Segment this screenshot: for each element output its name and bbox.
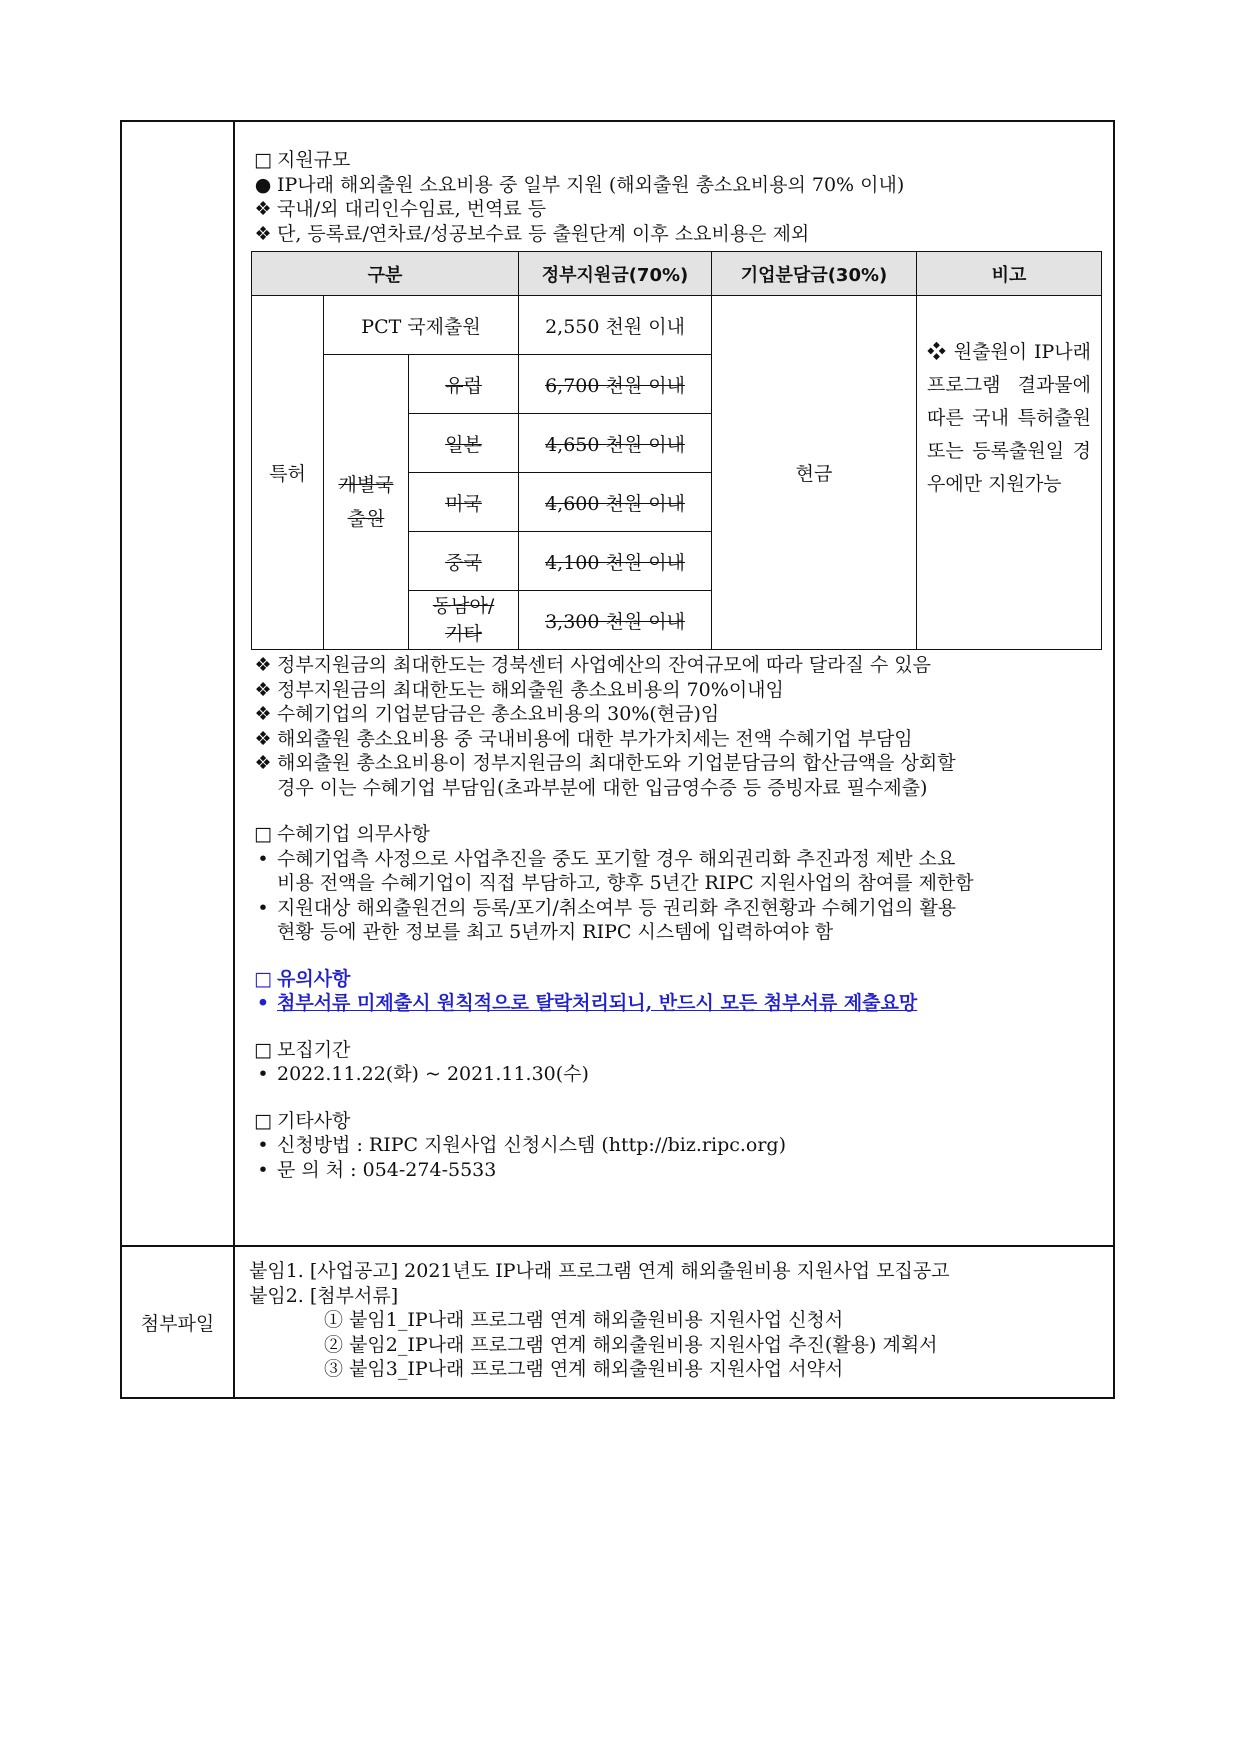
- bullet-dot-icon: •: [257, 847, 269, 870]
- country-cell: 미국: [409, 473, 519, 532]
- note-item: ❖ 정부지원금의 최대한도는 경북센터 사업예산의 잔여규모에 따라 달라질 수 있음: [249, 653, 1103, 678]
- section-header-scale: □ 지원규모: [249, 148, 1103, 173]
- individual-label-cell: 개별국 출원: [324, 355, 409, 650]
- diamond-bullet-icon: ❖: [254, 727, 272, 750]
- checkbox-square-icon: □: [254, 967, 272, 990]
- category-cell: 특허: [252, 296, 324, 650]
- attachment-line: 붙임1. [사업공고] 2021년도 IP나래 프로그램 연계 해외출원비용 지원사업 모집공고: [249, 1260, 950, 1282]
- diamond-bullet-icon: ❖: [927, 341, 954, 363]
- amount-cell: 3,300 천원 이내: [519, 591, 712, 650]
- attachment-item: ③ 붙임3_IP나래 프로그램 연계 해외출원비용 지원사업 서약서: [324, 1358, 844, 1380]
- list-item: ❖ 국내/외 대리인수임료, 번역료 등: [249, 197, 1103, 222]
- table-header-cell: 구분: [252, 252, 519, 296]
- bullet: ● IP나래 해외출원 소요비용 중 일부 지원 (해외출원 총소요비용의 70% 이내): [249, 173, 1103, 198]
- caution-bullet: • 첨부서류 미제출시 원칙적으로 탈락처리되니, 반드시 모든 첨부서류 제출요망: [249, 991, 1103, 1016]
- bullet-dot-icon: •: [256, 992, 270, 1014]
- note-item: ❖ 수혜기업의 기업분담금은 총소요비용의 30%(현금)임: [249, 702, 1103, 727]
- bullet-continued: 현황 등에 관한 정보를 최고 5년까지 RIPC 시스템에 입력하여야 함: [277, 921, 834, 943]
- bullet: • 수혜기업측 사정으로 사업추진을 중도 포기할 경우 해외권리화 추진과정 제반 소요: [249, 847, 1103, 872]
- note-item: ❖ 해외출원 총소요비용이 정부지원금의 최대한도와 기업분담금의 합산금액을 상회할: [249, 751, 1103, 776]
- bullet: • 2022.11.22(화) ~ 2021.11.30(수): [249, 1062, 1103, 1087]
- bullet-dot-icon: •: [257, 1063, 269, 1085]
- checkbox-square-icon: □: [254, 1038, 272, 1061]
- bullet-dot-icon: •: [257, 896, 269, 919]
- checkbox-square-icon: □: [254, 149, 272, 171]
- black-circle-icon: ●: [254, 173, 272, 196]
- bullet: • 신청방법 : RIPC 지원사업 신청시스템 (http://biz.ripc.org): [249, 1133, 1103, 1158]
- attachments-row: [122, 1245, 1113, 1397]
- content-row: [122, 122, 1113, 1245]
- content-cell: [235, 122, 1113, 1245]
- bullet-dot-icon: •: [257, 1158, 269, 1181]
- note-item: ❖ 해외출원 총소요비용 중 국내비용에 대한 부가가치세는 전액 수혜기업 부담임: [249, 727, 1103, 752]
- table-row: [252, 296, 1102, 355]
- diamond-bullet-icon: ❖: [254, 654, 272, 676]
- pct-label-cell: PCT 국제출원: [324, 296, 519, 355]
- country-cell: 일본: [409, 414, 519, 473]
- section-header-period: □ 모집기간: [249, 1038, 1103, 1063]
- pct-amount-cell: 2,550 천원 이내: [519, 296, 712, 355]
- section-header-obligations: □ 수혜기업 의무사항: [249, 822, 1103, 847]
- section-header-etc: □ 기타사항: [249, 1109, 1103, 1134]
- country-cell: 동남아/ 기타: [409, 591, 519, 650]
- checkbox-square-icon: □: [254, 823, 272, 845]
- bullet: • 지원대상 해외출원건의 등록/포기/취소여부 등 권리화 추진현황과 수혜기업의 활용: [249, 896, 1103, 921]
- diamond-bullet-icon: ❖: [254, 678, 272, 701]
- diamond-bullet-icon: ❖: [254, 752, 272, 774]
- bullet: • 문 의 처 : 054-274-5533: [249, 1158, 1103, 1183]
- company-share-cell: 현금: [712, 296, 917, 650]
- attachment-item: ② 붙임2_IP나래 프로그램 연계 해외출원비용 지원사업 추진(활용) 계획서: [324, 1333, 938, 1356]
- country-cell: 중국: [409, 532, 519, 591]
- table-header-row: [252, 252, 1102, 296]
- note-item-continued: 경우 이는 수혜기업 부담임(초과부분에 대한 입금영수증 등 증빙자료 필수제출): [277, 776, 928, 799]
- table-header-cell: 기업분담금(30%): [712, 252, 917, 296]
- bullet-continued: 비용 전액을 수혜기업이 직접 부담하고, 향후 5년간 RIPC 지원사업의 참여를 제한함: [277, 872, 974, 894]
- note-item: ❖ 정부지원금의 최대한도는 해외출원 총소요비용의 70%이내임: [249, 678, 1103, 703]
- amount-cell: 4,600 천원 이내: [519, 473, 712, 532]
- attachment-item: ① 붙임1_IP나래 프로그램 연계 해외출원비용 지원사업 신청서: [324, 1309, 844, 1331]
- diamond-bullet-icon: ❖: [254, 198, 272, 220]
- table-header-cell: 정부지원금(70%): [519, 252, 712, 296]
- attachment-line: 붙임2. [첨부서류]: [249, 1284, 399, 1307]
- list-item: ❖ 단, 등록료/연차료/성공보수료 등 출원단계 이후 소요비용은 제외: [249, 222, 1103, 247]
- amount-cell: 4,100 천원 이내: [519, 532, 712, 591]
- amount-cell: 6,700 천원 이내: [519, 355, 712, 414]
- remark-cell: [917, 296, 1102, 650]
- notice-table: [120, 120, 1115, 1399]
- bullet-dot-icon: •: [257, 1134, 269, 1156]
- support-amount-table: [251, 251, 1102, 650]
- row-label-empty: [122, 122, 235, 1245]
- diamond-bullet-icon: ❖: [254, 703, 272, 725]
- section-header-caution: □ 유의사항: [249, 967, 1103, 992]
- table-header-cell: 비고: [917, 252, 1102, 296]
- remark-text: 원출원이 IP나래 프로그램 결과물에 따른 국내 특허출원 또는 등록출원일 경우에만 지원가능: [927, 341, 1092, 495]
- diamond-bullet-icon: ❖: [254, 222, 272, 245]
- attachments-label: 첨부파일: [122, 1247, 235, 1397]
- checkbox-square-icon: □: [254, 1109, 272, 1132]
- country-cell: 유럽: [409, 355, 519, 414]
- amount-cell: 4,650 천원 이내: [519, 414, 712, 473]
- attachments-content: [235, 1247, 1113, 1397]
